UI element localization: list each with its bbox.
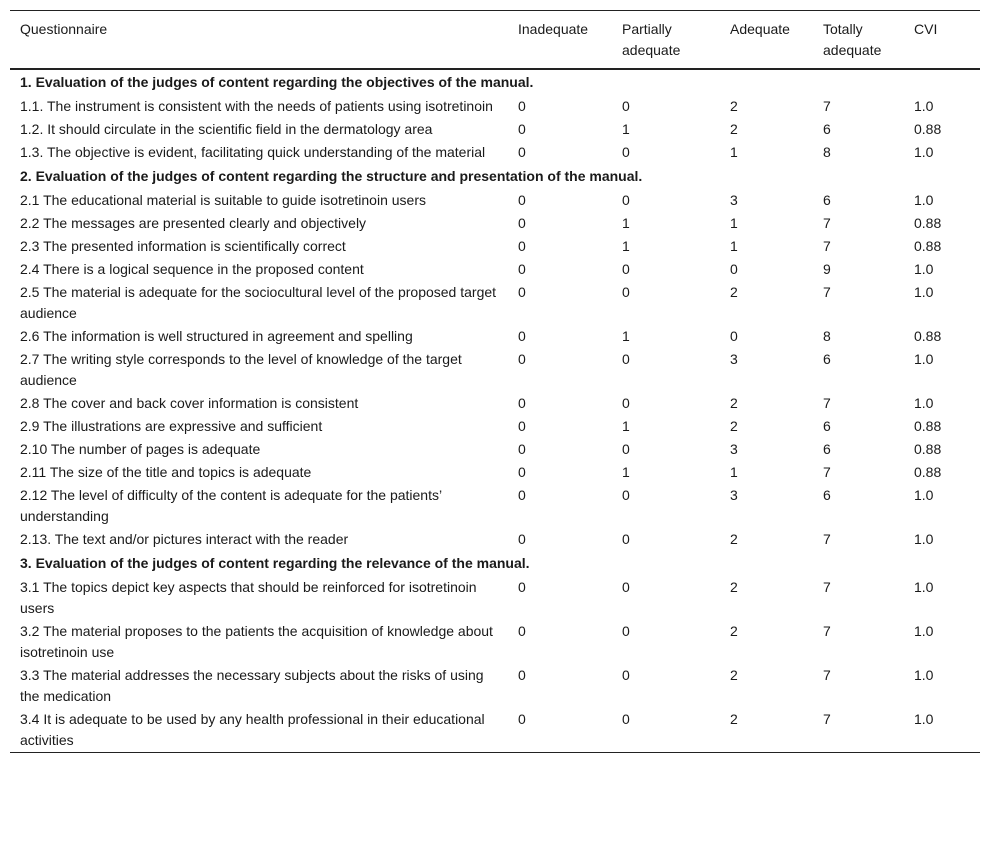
cvi-cell: 1.0 [914,192,934,208]
totally-adequate-cell: 7 [823,284,831,300]
adequate-cell: 3 [730,487,738,503]
adequate-cell: 3 [730,351,738,367]
inadequate-cell: 0 [518,487,526,503]
table-row [10,392,980,415]
section-heading-row [10,69,980,94]
cvi-cell: 0.88 [914,418,942,434]
cvi-cell: 1.0 [914,531,934,547]
adequate-cell: 2 [730,121,738,137]
partially-adequate-cell: 0 [622,261,630,277]
cvi-cell: 1.0 [914,487,934,503]
inadequate-cell: 0 [518,579,526,595]
adequate-cell: 2 [730,284,738,300]
adequate-cell: 2 [730,667,738,683]
totally-adequate-cell: 7 [823,395,831,411]
cvi-cell: 1.0 [914,667,934,683]
table-body [10,69,980,753]
question-cell: 2.1 The educational material is suitable to guide isotretinoin users [20,192,426,208]
cvi-cell: 0.88 [914,215,942,231]
partially-adequate-cell: 0 [622,144,630,160]
question-cell: 2.10 The number of pages is adequate [20,441,261,457]
cvi-cell: 1.0 [914,144,934,160]
partially-adequate-cell: 1 [622,464,630,480]
inadequate-cell: 0 [518,441,526,457]
table-row [10,325,980,348]
table-row [10,281,980,325]
partially-adequate-cell: 0 [622,531,630,547]
inadequate-cell: 0 [518,531,526,547]
table-row [10,94,980,118]
table-row [10,461,980,484]
question-cell: 1.3. The objective is evident, facilitating quick understanding of the material [20,144,486,160]
header-inadequate: Inadequate [508,11,612,70]
table-row [10,141,980,164]
cvi-table [10,10,980,753]
partially-adequate-cell: 1 [622,121,630,137]
partially-adequate-cell: 0 [622,351,630,367]
question-cell: 2.9 The illustrations are expressive and sufficient [20,418,323,434]
cvi-cell: 1.0 [914,261,934,277]
inadequate-cell: 0 [518,464,526,480]
header-cvi: CVI [904,11,980,70]
adequate-cell: 2 [730,623,738,639]
cvi-cell: 0.88 [914,328,942,344]
adequate-cell: 3 [730,192,738,208]
section-heading-row [10,164,980,188]
totally-adequate-cell: 6 [823,192,831,208]
question-cell: 3.1 The topics depict key aspects that should be reinforced for isotretinoin users [20,579,477,616]
table-row [10,188,980,212]
table-header-row [10,11,980,70]
question-cell: 2.3 The presented information is scientifically correct [20,238,346,254]
header-adequate: Adequate [720,11,813,70]
totally-adequate-cell: 6 [823,418,831,434]
inadequate-cell: 0 [518,121,526,137]
question-cell: 2.4 There is a logical sequence in the proposed content [20,261,364,277]
table-row [10,620,980,664]
inadequate-cell: 0 [518,418,526,434]
cvi-cell: 1.0 [914,711,934,727]
partially-adequate-cell: 0 [622,395,630,411]
totally-adequate-cell: 7 [823,98,831,114]
totally-adequate-cell: 6 [823,487,831,503]
adequate-cell: 1 [730,215,738,231]
adequate-cell: 2 [730,531,738,547]
inadequate-cell: 0 [518,328,526,344]
totally-adequate-cell: 7 [823,238,831,254]
inadequate-cell: 0 [518,238,526,254]
partially-adequate-cell: 0 [622,623,630,639]
totally-adequate-cell: 7 [823,464,831,480]
adequate-cell: 1 [730,144,738,160]
inadequate-cell: 0 [518,351,526,367]
cvi-cell: 1.0 [914,98,934,114]
question-cell: 3.4 It is adequate to be used by any health professional in their educational activities [20,711,485,748]
adequate-cell: 0 [730,261,738,277]
question-cell: 1.1. The instrument is consistent with the needs of patients using isotretinoin [20,98,493,114]
section-heading-row [10,551,980,575]
table-row [10,438,980,461]
inadequate-cell: 0 [518,192,526,208]
partially-adequate-cell: 1 [622,238,630,254]
totally-adequate-cell: 7 [823,579,831,595]
adequate-cell: 2 [730,579,738,595]
question-cell: 2.5 The material is adequate for the sociocultural level of the proposed target audience [20,284,497,321]
cvi-cell: 1.0 [914,351,934,367]
section-heading: 2. Evaluation of the judges of content regarding the structure and presentation of the manual. [20,168,643,184]
section-heading: 3. Evaluation of the judges of content regarding the relevance of the manual. [20,555,530,571]
table-row [10,528,980,551]
partially-adequate-cell: 1 [622,418,630,434]
cvi-cell: 1.0 [914,579,934,595]
adequate-cell: 2 [730,711,738,727]
inadequate-cell: 0 [518,261,526,277]
partially-adequate-cell: 1 [622,328,630,344]
partially-adequate-cell: 0 [622,667,630,683]
adequate-cell: 2 [730,98,738,114]
cvi-cell: 1.0 [914,284,934,300]
cvi-cell: 0.88 [914,238,942,254]
section-heading: 1. Evaluation of the judges of content regarding the objectives of the manual. [20,74,534,90]
question-cell: 2.13. The text and/or pictures interact with the reader [20,531,349,547]
cvi-cell: 1.0 [914,395,934,411]
table-row [10,708,980,753]
header-partially-adequate: Partially adequate [612,11,720,70]
partially-adequate-cell: 0 [622,487,630,503]
partially-adequate-cell: 0 [622,579,630,595]
totally-adequate-cell: 7 [823,623,831,639]
inadequate-cell: 0 [518,711,526,727]
totally-adequate-cell: 6 [823,121,831,137]
table-row [10,415,980,438]
question-cell: 3.2 The material proposes to the patients the acquisition of knowledge about isotretinoin use [20,623,493,660]
cvi-cell: 1.0 [914,623,934,639]
question-cell: 2.7 The writing style corresponds to the level of knowledge of the target audience [20,351,462,388]
totally-adequate-cell: 8 [823,328,831,344]
table-row [10,212,980,235]
totally-adequate-cell: 8 [823,144,831,160]
adequate-cell: 1 [730,238,738,254]
adequate-cell: 2 [730,418,738,434]
table-row [10,118,980,141]
inadequate-cell: 0 [518,144,526,160]
totally-adequate-cell: 9 [823,261,831,277]
adequate-cell: 3 [730,441,738,457]
table-row [10,235,980,258]
question-cell: 3.3 The material addresses the necessary subjects about the risks of using the medication [20,667,484,704]
adequate-cell: 0 [730,328,738,344]
totally-adequate-cell: 6 [823,351,831,367]
inadequate-cell: 0 [518,215,526,231]
table-container [10,10,980,753]
table-row [10,484,980,528]
totally-adequate-cell: 6 [823,441,831,457]
question-cell: 2.2 The messages are presented clearly and objectively [20,215,367,231]
totally-adequate-cell: 7 [823,711,831,727]
inadequate-cell: 0 [518,284,526,300]
question-cell: 2.12 The level of difficulty of the content is adequate for the patients’ understanding [20,487,442,524]
question-cell: 1.2. It should circulate in the scientific field in the dermatology area [20,121,433,137]
inadequate-cell: 0 [518,623,526,639]
partially-adequate-cell: 0 [622,98,630,114]
table-row [10,348,980,392]
table-row [10,664,980,708]
inadequate-cell: 0 [518,395,526,411]
partially-adequate-cell: 0 [622,711,630,727]
header-questionnaire: Questionnaire [10,11,508,70]
table-row [10,258,980,281]
partially-adequate-cell: 0 [622,284,630,300]
question-cell: 2.11 The size of the title and topics is adequate [20,464,312,480]
inadequate-cell: 0 [518,667,526,683]
adequate-cell: 2 [730,395,738,411]
adequate-cell: 1 [730,464,738,480]
totally-adequate-cell: 7 [823,215,831,231]
cvi-cell: 0.88 [914,121,942,137]
partially-adequate-cell: 0 [622,192,630,208]
inadequate-cell: 0 [518,98,526,114]
totally-adequate-cell: 7 [823,531,831,547]
cvi-cell: 0.88 [914,464,942,480]
header-totally-adequate: Totally adequate [813,11,904,70]
question-cell: 2.6 The information is well structured in agreement and spelling [20,328,413,344]
question-cell: 2.8 The cover and back cover information is consistent [20,395,359,411]
partially-adequate-cell: 0 [622,441,630,457]
cvi-cell: 0.88 [914,441,942,457]
totally-adequate-cell: 7 [823,667,831,683]
table-row [10,575,980,620]
partially-adequate-cell: 1 [622,215,630,231]
